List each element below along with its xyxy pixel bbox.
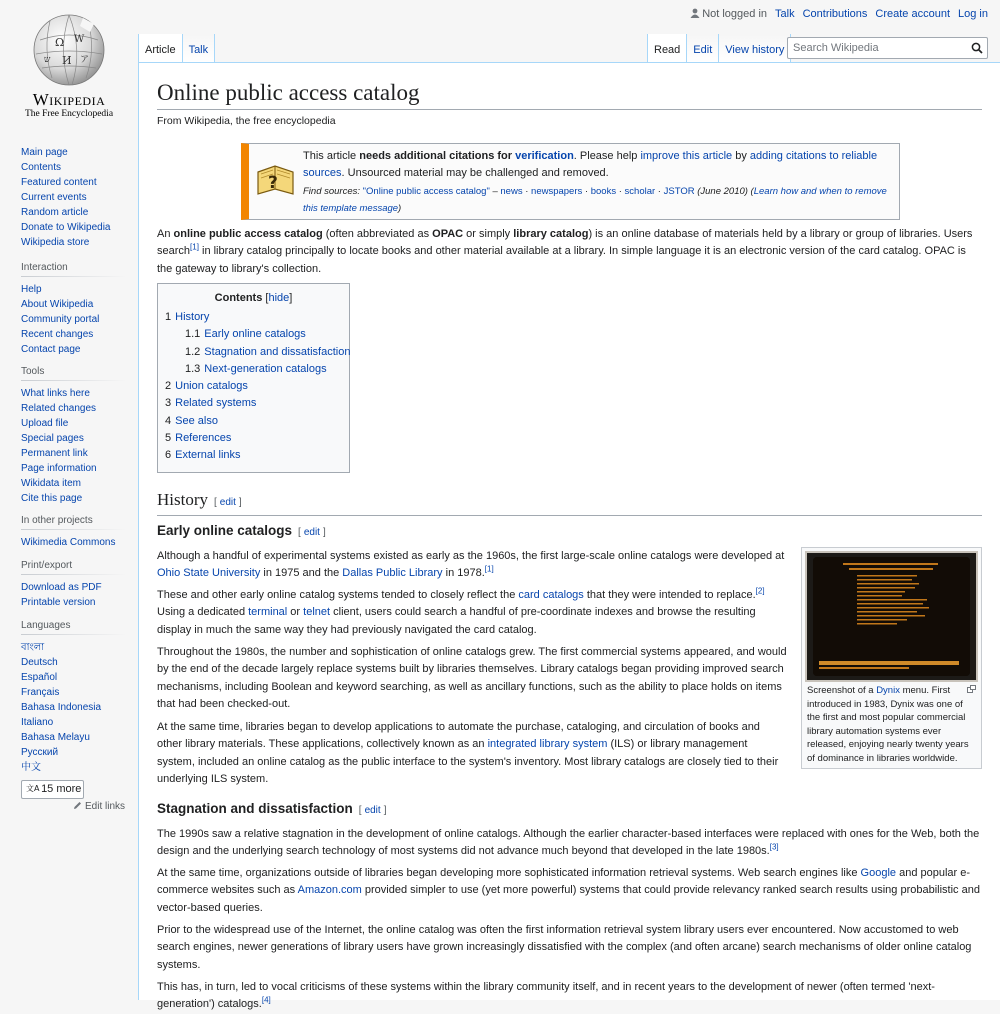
bracket: ]	[289, 292, 293, 304]
toc-item-external-links[interactable]	[165, 447, 342, 464]
find-sources-query-link[interactable]: "Online public access catalog"	[362, 185, 490, 197]
paragraph-stagnation-1	[157, 826, 982, 861]
newspapers-link[interactable]: newspapers	[531, 185, 583, 197]
personal-tools	[690, 8, 988, 20]
heading-text: History	[157, 490, 208, 509]
find-sources-label: Find sources:	[303, 185, 363, 197]
interaction-portal	[21, 262, 125, 357]
language-link-italian[interactable]: Italiano	[21, 717, 54, 728]
text: in 1975 and the	[260, 567, 343, 580]
reference-1[interactable]: [1]	[484, 564, 494, 574]
toc-number: 3	[165, 397, 172, 410]
sidebar-item-wikipedia-store[interactable]: Wikipedia store	[21, 237, 90, 248]
paragraph-early-4	[157, 719, 787, 789]
language-link-bengali[interactable]: বাংলা	[21, 642, 45, 653]
toc-link[interactable]: Early online catalogs	[204, 328, 306, 341]
bracket: ]	[322, 527, 326, 538]
paragraph-early-1	[157, 548, 787, 583]
language-link-russian[interactable]: Русский	[21, 747, 59, 758]
news-link[interactable]: news	[500, 185, 523, 197]
wikipedia-logo[interactable]	[0, 0, 138, 130]
sidebar-item-help[interactable]: Help	[21, 284, 42, 295]
sidebar-item-main-page[interactable]: Main page	[21, 147, 68, 158]
separator: ·	[655, 185, 664, 197]
heading-history	[157, 488, 982, 516]
heading-text: Stagnation and dissatisfaction	[157, 801, 353, 816]
article-content	[138, 62, 1000, 1011]
amazon-link[interactable]: Amazon.com	[297, 884, 362, 897]
toc-item-history[interactable]	[165, 309, 342, 326]
toc-item-see-also[interactable]	[165, 413, 342, 430]
other-projects-portal	[21, 515, 125, 550]
text: client, users could search a handful of pre-coordinate indexes and browse the resulting display in much the same way they had previously navigated the card catalog.	[157, 606, 756, 636]
paragraph-stagnation-2	[157, 865, 982, 917]
edit-section-link[interactable]: edit	[303, 527, 320, 538]
heading-early-online-catalogs	[157, 521, 326, 543]
edit-section	[214, 497, 242, 508]
toc-link[interactable]: Stagnation and dissatisfaction	[204, 345, 351, 358]
heading-text: Early online catalogs	[157, 523, 293, 538]
sidebar-item-contents[interactable]: Contents	[21, 162, 62, 173]
log-in-link[interactable]: Log in	[958, 8, 988, 20]
view-tabs	[647, 34, 791, 62]
svg-text:W: W	[74, 34, 85, 45]
sidebar-item-special-pages[interactable]: Special pages	[21, 433, 84, 444]
language-link-malay[interactable]: Bahasa Melayu	[21, 732, 90, 743]
toc-link[interactable]: Next-generation catalogs	[204, 362, 327, 375]
notice-text-part: by	[732, 150, 750, 162]
term-library-catalog: library catalog	[513, 228, 589, 240]
dynix-menu-graphic	[813, 557, 970, 676]
bracket: ]	[383, 805, 387, 816]
edit-section	[359, 805, 387, 816]
text: Screenshot of a	[807, 685, 877, 696]
svg-text:文A: 文A	[26, 784, 40, 793]
text: At the same time, libraries began to develop applications to automate the purchase, cataloging, and circulation of books and other library materials. These applications, collectively known as an	[157, 721, 760, 751]
toc-item-references[interactable]	[165, 430, 342, 447]
bracket: [	[214, 497, 217, 508]
separator: ·	[522, 185, 532, 197]
text: Using a dedicated	[157, 606, 249, 619]
sidebar-item-random-article[interactable]: Random article	[21, 207, 89, 218]
notice-text-part: . Unsourced material may be challenged and removed.	[341, 167, 609, 180]
print-export-portal	[21, 560, 125, 610]
table-of-contents	[157, 283, 350, 473]
separator: –	[489, 185, 501, 197]
pencil-icon	[73, 801, 82, 810]
text: An	[157, 228, 174, 240]
notice-text-part: )	[398, 203, 402, 215]
text: in library catalog principally to locate books and other material available at a library. In simple language it is an electronic version of the card catalog. OPAC is the gateway to library's collection.	[157, 245, 966, 275]
sidebar-item-about[interactable]: About Wikipedia	[21, 299, 94, 310]
tab-view-history[interactable]: View history	[719, 34, 791, 62]
toc-item-stagnation[interactable]	[165, 344, 351, 361]
edit-section-link[interactable]: edit	[364, 805, 381, 816]
sidebar-item-recent-changes[interactable]: Recent changes	[21, 329, 94, 340]
toc-number: 6	[165, 449, 172, 462]
text: (ILS) or library management system, included an online catalog as the public interface to the system's inventory. Most library catalogs are closely tied to their underlying ILS system.	[157, 738, 779, 786]
navigation-portal	[21, 145, 125, 250]
term-opac: OPAC	[432, 228, 464, 240]
notice-text-part: This article	[303, 150, 360, 162]
more-languages-button[interactable]	[21, 780, 84, 799]
svg-text:ש: ש	[44, 55, 51, 65]
wikipedia-tagline: The Free Encyclopedia	[24, 109, 114, 119]
reference-3[interactable]: [3]	[769, 842, 779, 852]
reference-2[interactable]: [2]	[755, 586, 765, 596]
tab-article[interactable]: Article	[138, 34, 183, 62]
question-book-icon	[255, 162, 297, 200]
language-link-indonesian[interactable]: Bahasa Indonesia	[21, 702, 102, 713]
site-tagline: From Wikipedia, the free encyclopedia	[157, 115, 336, 127]
language-link-chinese[interactable]: 中文	[21, 762, 41, 773]
bracket: [	[358, 805, 362, 816]
paragraph-stagnation-4	[157, 979, 982, 1014]
sidebar-item-contact-page[interactable]: Contact page	[21, 344, 81, 355]
sidebar-item-upload-file[interactable]: Upload file	[21, 418, 69, 429]
google-link[interactable]: Google	[860, 867, 897, 879]
text: and popular e-commerce websites such as	[157, 867, 971, 897]
text: provided simpler to use (yet more powerful) systems that could provide relevancy ranked search results using probabilistic and vector-based queries.	[157, 884, 980, 914]
sidebar-item-related-changes[interactable]: Related changes	[21, 403, 97, 414]
sidebar-item-wikidata-item[interactable]: Wikidata item	[21, 478, 82, 489]
dynix-screenshot-image[interactable]	[805, 551, 978, 682]
tools-portal	[21, 366, 125, 506]
text: menu. First introduced in 1983, Dynix was one of the first and most popular commercial library automation systems ever released, enjoying nearly twenty years of dominance in libraries worldwide.	[807, 685, 969, 764]
heading-stagnation	[157, 799, 386, 821]
notice-bold-text: needs additional citations for	[359, 150, 516, 162]
languages-portal	[21, 620, 125, 812]
dynix-thumbnail	[801, 547, 982, 769]
sidebar-item-featured-content[interactable]: Featured content	[21, 177, 97, 188]
sidebar-item-community-portal[interactable]: Community portal	[21, 314, 100, 325]
sidebar-item-cite-this-page[interactable]: Cite this page	[21, 493, 83, 504]
terminal-link[interactable]: terminal	[248, 606, 288, 619]
edit-section	[298, 527, 326, 538]
toc-number: 5	[165, 432, 172, 445]
toc-number: 1.2	[185, 345, 201, 358]
text: This has, in turn, led to vocal criticisms of these systems within the library community itself, and in recent years to the development of newer (often termed 'next-generation') catalogs.	[157, 981, 935, 1011]
more-languages-label: 15 more	[41, 783, 82, 795]
page-title: Online public access catalog	[157, 77, 982, 110]
text: Although a handful of experimental systems existed as early as the 1960s, the first large-scale online catalogs were developed at	[157, 550, 785, 562]
remove-template-message-link[interactable]: Learn how and when to remove this template message	[303, 185, 887, 215]
svg-text:?: ?	[268, 173, 278, 193]
toc-item-related-systems[interactable]	[165, 395, 342, 412]
books-link[interactable]: books	[590, 185, 617, 197]
separator: ·	[582, 185, 591, 197]
dynix-link[interactable]: Dynix	[876, 685, 900, 696]
notice-text-part: . Please help	[573, 150, 641, 162]
toc-link[interactable]: References	[175, 432, 232, 445]
edit-links[interactable]	[21, 801, 125, 812]
bracket: [	[298, 527, 301, 538]
toc-item-early-online-catalogs[interactable]	[165, 326, 342, 343]
search-box	[787, 37, 988, 59]
svg-text:ア: ア	[80, 55, 90, 65]
telnet-link[interactable]: telnet	[303, 606, 331, 619]
tools-heading: Tools	[21, 366, 125, 381]
text: The 1990s saw a relative stagnation in the development of online catalogs. Although the earlier character-based interfaces were replaced with ones for the Web, both the design and the underlying search technology of most systems did not advance much beyond that developed in the late 1980s.	[157, 828, 980, 858]
sidebar-item-printable-version[interactable]: Printable version	[21, 597, 96, 608]
toc-title-text: Contents	[214, 292, 263, 304]
toc-item-next-generation[interactable]	[165, 361, 342, 378]
term-opac-full: online public access catalog	[173, 228, 323, 240]
toc-title	[165, 291, 342, 305]
intro-paragraph	[157, 226, 982, 278]
sidebar-item-download-pdf[interactable]: Download as PDF	[21, 582, 102, 593]
namespace-tabs	[138, 34, 215, 62]
toc-link[interactable]: Related systems	[175, 397, 257, 410]
tab-edit[interactable]: Edit	[687, 34, 719, 62]
thumbnail-caption	[805, 682, 978, 765]
svg-text:Ω: Ω	[55, 36, 65, 49]
create-account-link[interactable]: Create account	[875, 8, 951, 20]
language-link-spanish[interactable]: Español	[21, 672, 58, 683]
translate-icon	[26, 783, 38, 793]
card-catalogs-link[interactable]: card catalogs	[518, 589, 584, 601]
toc-number: 1	[165, 311, 172, 323]
verification-link[interactable]: verification	[515, 150, 574, 162]
sidebar-item-permanent-link[interactable]: Permanent link	[21, 448, 88, 459]
sidebar-item-what-links-here[interactable]: What links here	[21, 388, 90, 399]
search-input[interactable]	[788, 38, 968, 58]
toc-number: 2	[165, 380, 172, 393]
interaction-heading: Interaction	[21, 262, 125, 277]
ohio-state-university-link[interactable]: Ohio State University	[157, 567, 261, 580]
improve-article-link[interactable]: improve this article	[640, 150, 733, 162]
integrated-library-system-link[interactable]: integrated library system	[487, 738, 608, 751]
tab-talk[interactable]: Talk	[183, 34, 216, 62]
text: At the same time, organizations outside of libraries began developing more sophisticated information retrieval systems. Web search engines like	[157, 867, 861, 879]
toc-item-union-catalogs[interactable]	[165, 378, 342, 395]
sidebar-item-current-events[interactable]: Current events	[21, 192, 87, 203]
notice-date: (June 2010) (	[694, 185, 754, 197]
edit-links-label: Edit links	[84, 801, 125, 812]
toc-number: 4	[165, 414, 172, 427]
edit-section-link[interactable]: edit	[219, 497, 236, 508]
language-link-german[interactable]: Deutsch	[21, 657, 58, 668]
text: ) is an online database of materials held by a library or group of libraries. Users search	[157, 228, 973, 258]
sidebar-item-donate[interactable]: Donate to Wikipedia	[21, 222, 111, 233]
text: or	[287, 606, 304, 619]
reference-4[interactable]: [4]	[261, 995, 271, 1005]
text: that they were intended to replace.	[583, 589, 756, 601]
sidebar-item-wikimedia-commons[interactable]: Wikimedia Commons	[21, 537, 116, 548]
text: or simply	[463, 228, 514, 240]
user-icon	[690, 8, 700, 18]
print-export-heading: Print/export	[21, 560, 125, 575]
jstor-link[interactable]: JSTOR	[663, 185, 695, 197]
puzzle-globe-icon	[28, 12, 110, 88]
toc-number: 1.1	[185, 328, 201, 341]
contributions-link[interactable]: Contributions	[802, 8, 868, 20]
separator: ·	[616, 185, 625, 197]
not-logged-in: Not logged in	[690, 8, 767, 20]
wikipedia-wordmark: Wikipedia	[32, 90, 106, 109]
paragraph-early-3: Throughout the 1980s, the number and sophistication of online catalogs grew. The first commercial systems appeared, and would by the end of the decade largely replace systems built by libraries themselves. Library catalogs began providing improved search mechanisms, including Boolean and keyword searching, as well as ancillary functions, such as the ability to place holds on items that had been checked-out.	[157, 646, 787, 711]
bracket: ]	[238, 497, 242, 508]
text: (often abbreviated as	[322, 228, 433, 240]
scholar-link[interactable]: scholar	[624, 185, 656, 197]
text: These and other early online catalog systems tended to closely reflect the	[157, 589, 519, 601]
notice-text	[303, 148, 898, 218]
languages-heading: Languages	[21, 620, 125, 635]
sidebar-item-page-information[interactable]: Page information	[21, 463, 97, 474]
tab-read[interactable]: Read	[647, 34, 687, 62]
enlarge-icon[interactable]	[967, 685, 976, 693]
talk-link[interactable]: Talk	[775, 8, 795, 20]
toc-link[interactable]: Union catalogs	[175, 380, 248, 393]
toc-link[interactable]: External links	[175, 449, 241, 462]
toc-link[interactable]: See also	[175, 414, 218, 427]
dallas-public-library-link[interactable]: Dallas Public Library	[342, 567, 443, 580]
toc-number: 1.3	[185, 362, 201, 375]
text: in 1978.	[442, 567, 485, 580]
citation-needed-notice	[241, 143, 900, 220]
search-icon[interactable]	[971, 42, 983, 54]
other-projects-heading: In other projects	[21, 515, 125, 530]
reference-1[interactable]: [1]	[190, 242, 199, 252]
svg-text:И: И	[62, 54, 72, 67]
paragraph-stagnation-3: Prior to the widespread use of the Internet, the online catalog was often the first information retrieval system library users ever encountered. Now accustomed to web search engines, newer generations of library users have grown increasingly dissatisfied with the complex (and often arcane) search mechanisms of older online catalog systems.	[157, 924, 972, 971]
toc-hide-toggle[interactable]: hide	[268, 292, 290, 304]
adding-citations-link[interactable]: adding citations to reliable sources	[303, 150, 878, 180]
paragraph-early-2	[157, 587, 787, 639]
bracket: [	[262, 292, 269, 304]
toc-link[interactable]: History	[175, 311, 210, 323]
language-link-french[interactable]: Français	[21, 687, 60, 698]
